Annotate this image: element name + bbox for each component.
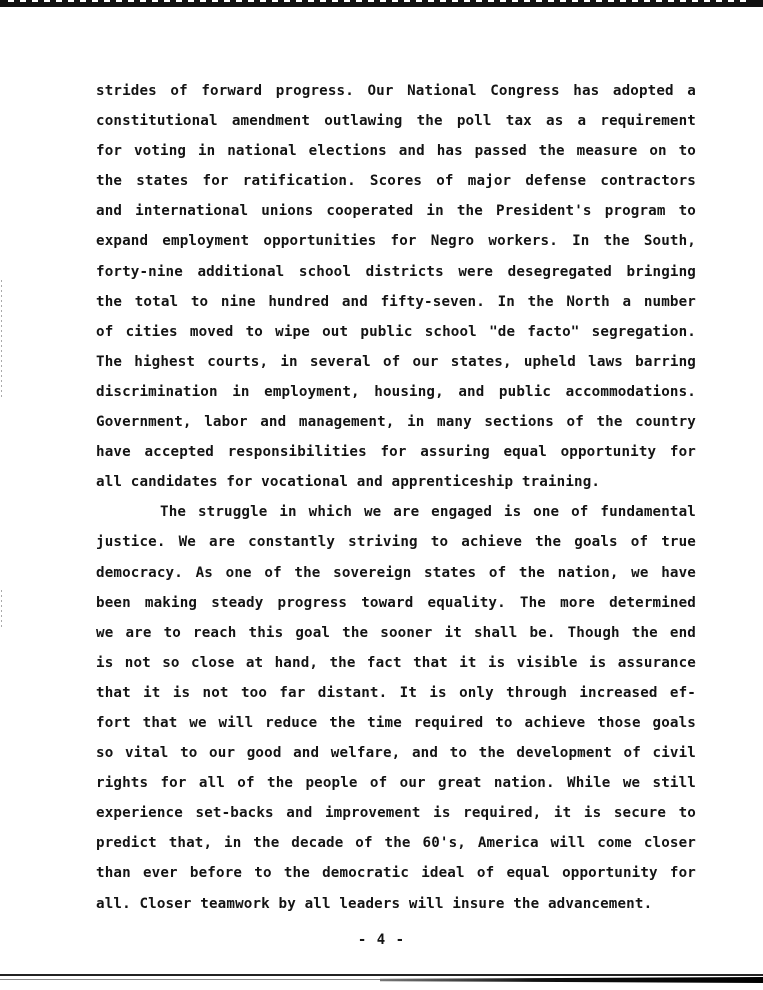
left-margin-mark — [1, 280, 2, 400]
page-number: - 4 - — [357, 932, 406, 948]
text-line: justice. We are constantly striving to achieve the goals of true — [96, 534, 696, 551]
paragraph-2 — [96, 497, 696, 918]
text-line: so vital to our good and welfare, and to the development of civil — [96, 745, 696, 762]
text-line: all. Closer teamwork by all leaders will insure the advancement. — [96, 895, 653, 912]
text-line: of cities moved to wipe out public school "de facto" segregation. — [96, 323, 696, 340]
scan-bottom-border — [0, 970, 763, 990]
text-line: fort that we will reduce the time required to achieve those goals — [96, 714, 696, 731]
text-line: all candidates for vocational and apprenticeship training. — [96, 474, 601, 491]
text-line: than ever before to the democratic ideal of equal opportunity for — [96, 865, 696, 882]
text-line: discrimination in employment, housing, and public accommodations. — [96, 383, 696, 400]
text-line: predict that, in the decade of the 60's, America will come closer — [96, 835, 696, 852]
scan-bottom-smear — [380, 977, 763, 983]
scan-top-dash — [8, 0, 748, 2]
text-line: forty-nine additional school districts were desegregated bringing — [96, 263, 696, 280]
document-body — [96, 76, 696, 919]
text-line: The struggle in which we are engaged is one of fundamental — [160, 504, 696, 521]
text-line: for voting in national elections and has passed the measure on to — [96, 143, 696, 160]
scan-bottom-rule-thin — [0, 979, 400, 980]
text-line: democracy. As one of the sovereign states of the nation, we have — [96, 564, 696, 581]
text-line: experience set-backs and improvement is required, it is secure to — [96, 805, 696, 822]
scan-bottom-rule — [0, 974, 763, 976]
scan-top-border — [0, 0, 763, 7]
paragraph-1 — [96, 76, 696, 497]
text-line: that it is not too far distant. It is only through increased ef- — [96, 684, 696, 701]
text-line: The highest courts, in several of our states, upheld laws barring — [96, 353, 696, 370]
left-margin-mark — [1, 590, 2, 630]
text-line: Government, labor and management, in many sections of the country — [96, 414, 696, 431]
text-line: and international unions cooperated in the President's program to — [96, 203, 696, 220]
text-line: constitutional amendment outlawing the poll tax as a requirement — [96, 113, 696, 130]
text-line: the states for ratification. Scores of major defense contractors — [96, 173, 696, 190]
text-line: expand employment opportunities for Negro workers. In the South, — [96, 233, 696, 250]
text-line: rights for all of the people of our great nation. While we still — [96, 775, 696, 792]
text-line: strides of forward progress. Our National Congress has adopted a — [96, 83, 696, 99]
text-line: have accepted responsibilities for assuring equal opportunity for — [96, 444, 696, 461]
text-line: we are to reach this goal the sooner it shall be. Though the end — [96, 624, 696, 641]
text-line: is not so close at hand, the fact that it is visible is assurance — [96, 654, 696, 671]
text-line: been making steady progress toward equality. The more determined — [96, 594, 696, 611]
text-line: the total to nine hundred and fifty-seven. In the North a number — [96, 293, 696, 310]
